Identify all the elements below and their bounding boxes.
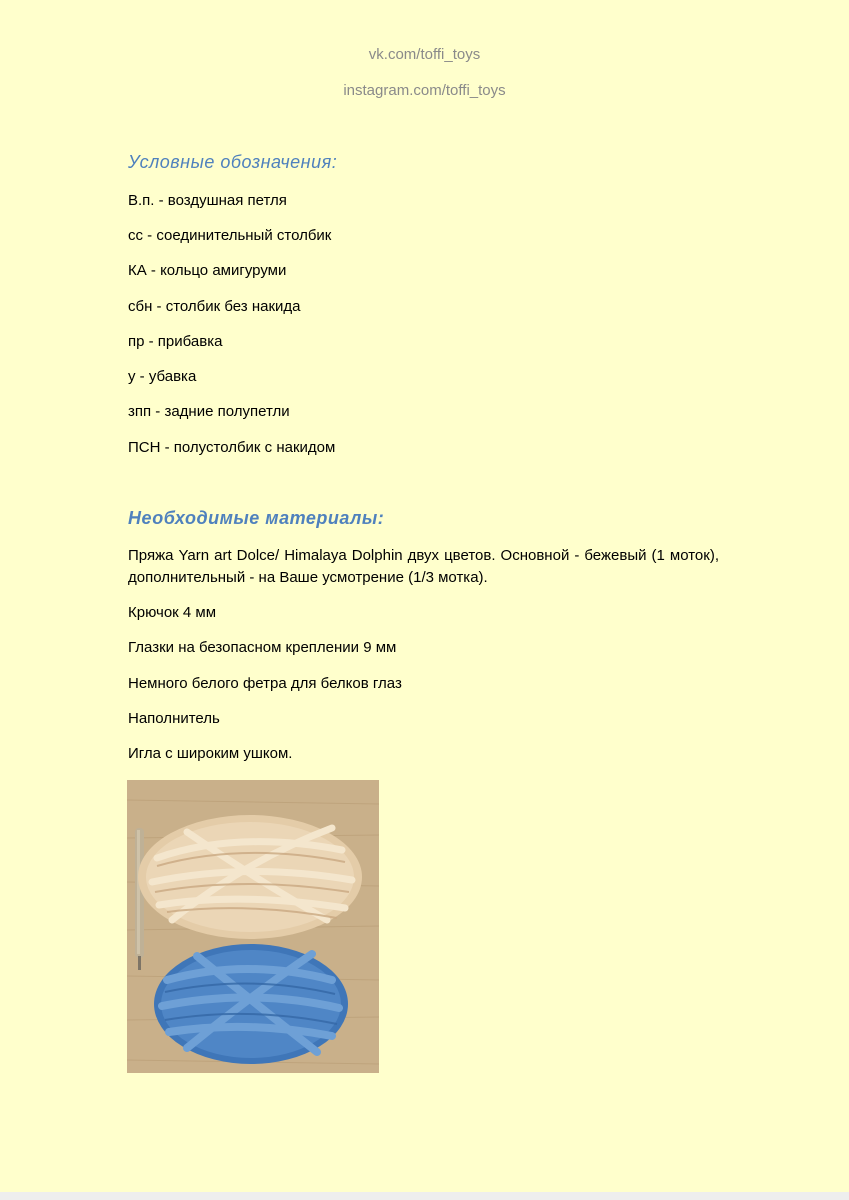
legend-item: сс - соединительный столбик (128, 227, 332, 244)
legend-item: ПСН - полустолбик с накидом (128, 439, 336, 456)
legend-item: зпп - задние полупетли (128, 403, 290, 420)
blue-yarn (154, 944, 348, 1064)
beige-yarn (138, 815, 362, 939)
legend-item: пр - прибавка (128, 333, 223, 350)
instagram-link[interactable]: instagram.com/toffi_toys (343, 82, 506, 99)
materials-item-yarn: Пряжа Yarn art Dolce/ Himalaya Dolphin двух цветов. Основной - бежевый (1 моток), дополнительный - на Ваше усмотрение (1/3 мотка). (128, 547, 719, 586)
yarn-photo (127, 780, 379, 1073)
legend-item: В.п. - воздушная петля (128, 192, 287, 209)
legend-item: у - убавка (128, 368, 197, 385)
legend-item: КА - кольцо амигуруми (128, 262, 287, 279)
materials-heading: Необходимые материалы: (128, 508, 385, 528)
materials-item: Игла с широким ушком. (128, 745, 293, 762)
vk-link[interactable]: vk.com/toffi_toys (368, 46, 481, 63)
materials-item: Крючок 4 мм (128, 604, 217, 621)
legend-item: сбн - столбик без накида (128, 298, 301, 315)
crochet-hook (135, 828, 144, 970)
materials-item: Глазки на безопасном креплении 9 мм (128, 639, 397, 656)
materials-item: Немного белого фетра для белков глаз (128, 675, 402, 692)
legend-heading: Условные обозначения: (128, 152, 338, 172)
materials-item: Наполнитель (128, 710, 220, 727)
